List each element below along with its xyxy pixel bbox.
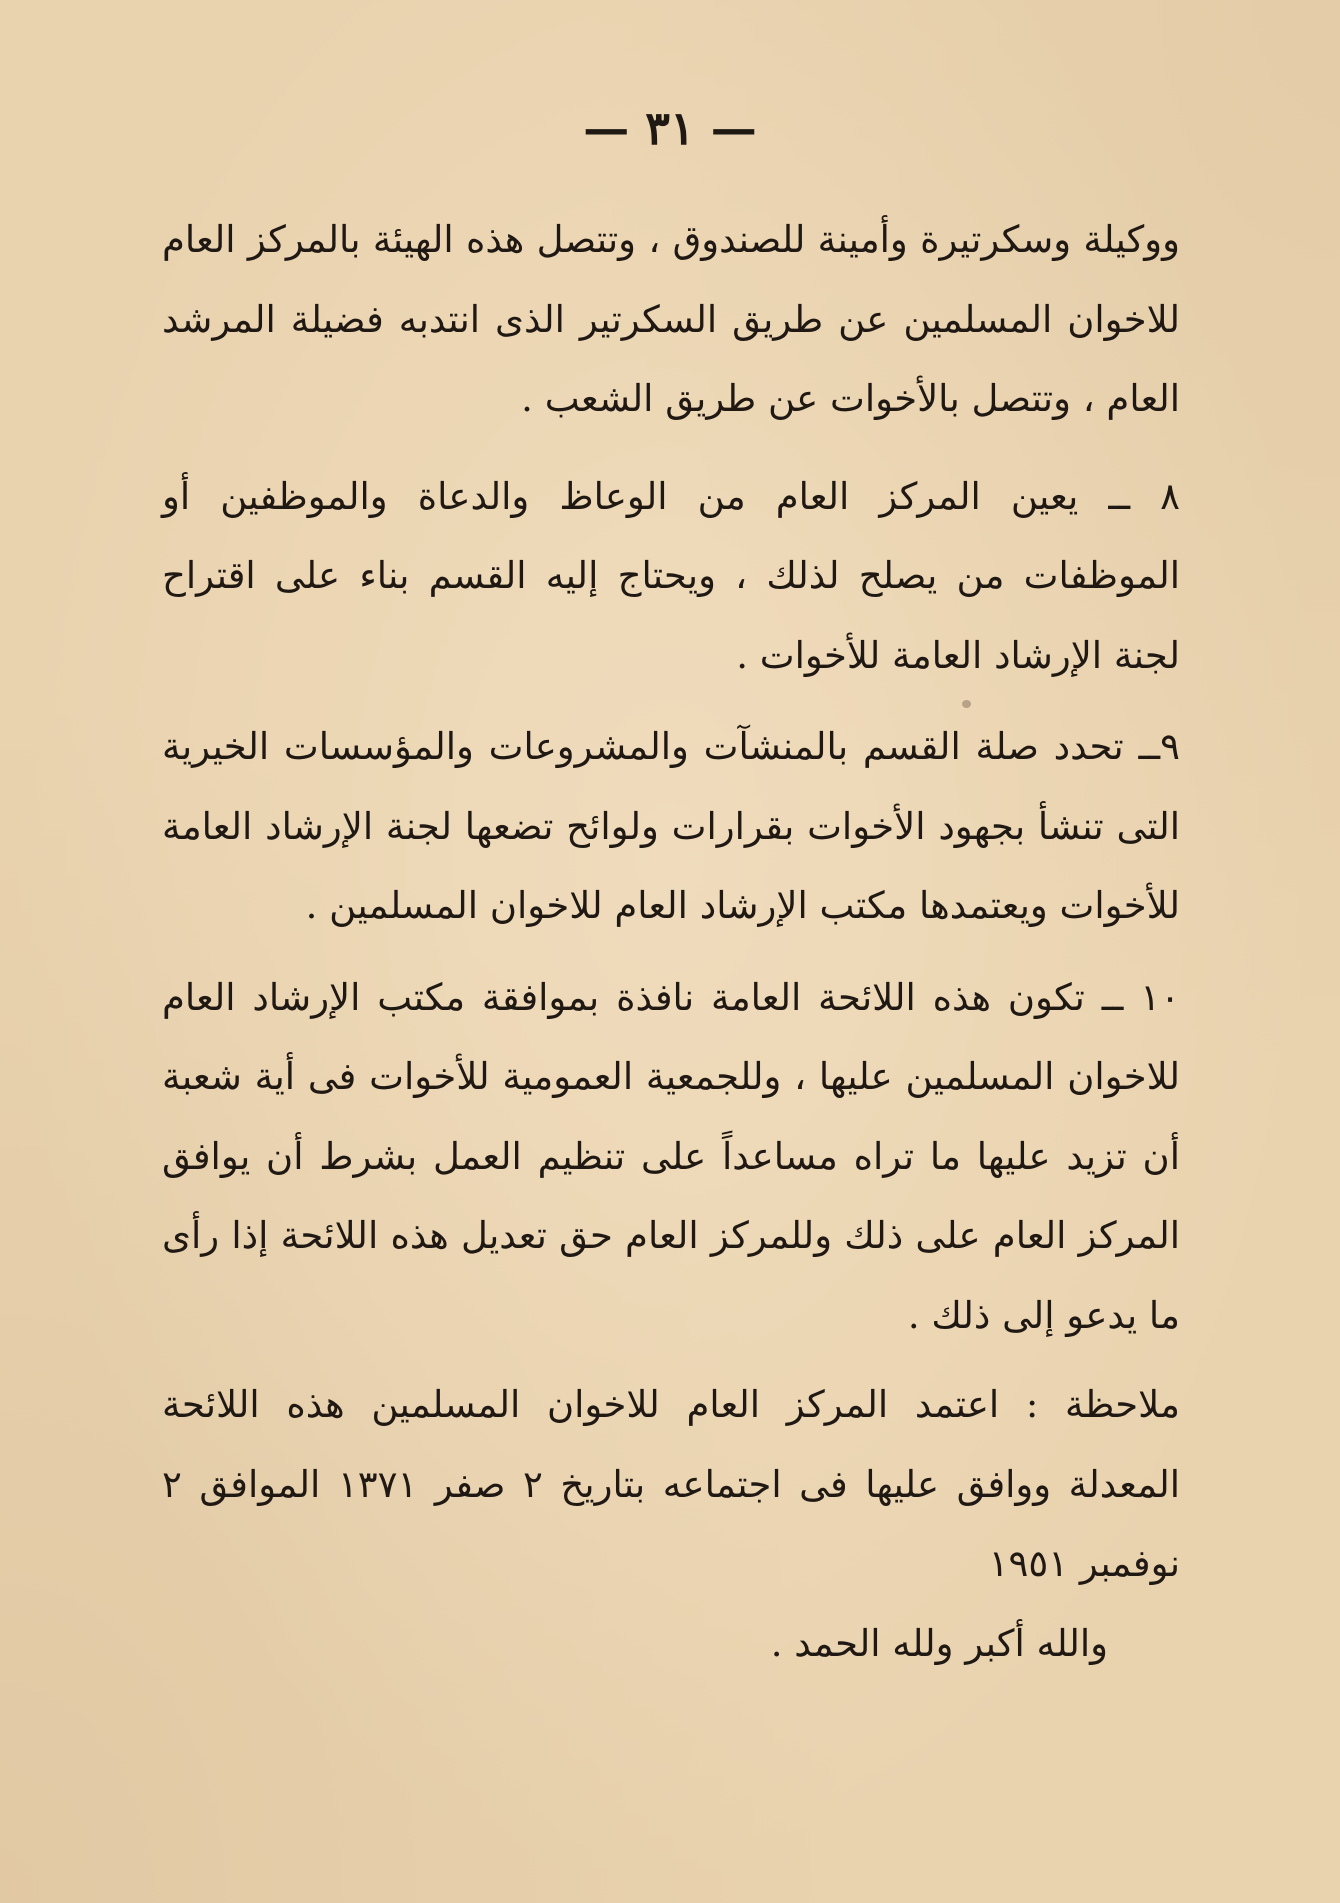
page-number: — ٣١ — [583, 101, 757, 155]
paragraph-item-9: ٩ــ تحدد صلة القسم بالمنشآت والمشروعات والمؤسسات الخيرية التى تنشأ بجهود الأخوات بقرارات ولوائح تضعها لجنة الإرشاد العامة للأخوات ويعتمدها مكتب الإرشاد العام للاخوان المسلمين . [162, 725, 1180, 927]
paragraph-item-8: ٨ ــ يعين المركز العام من الوعاظ والدعاة والموظفين أو الموظفات من يصلح لذلك ، ويحتاج إليه القسم بناء على اقتراح لجنة الإرشاد العامة للأخوات . [162, 474, 1180, 677]
paper-speck [962, 700, 971, 708]
note-paragraph: ملاحظة : اعتمد المركز العام للاخوان المسلمين هذه اللائحة المعدلة ووافق عليها فى اجتماعه بتاريخ ٢ صفر ١٣٧١ الموافق ٢ نوفمبر ١٩٥١ [162, 1383, 1181, 1585]
closing-line: والله أكبر ولله الحمد . [770, 1621, 1108, 1665]
page-body [162, 200, 1180, 1683]
paragraph-continuation: ووكيلة وسكرتيرة وأمينة للصندوق ، وتتصل هذه الهيئة بالمركز العام للاخوان المسلمين عن طريق السكرتير الذى انتدبه فضيلة المرشد العام ، وتتصل بالأخوات عن طريق الشعب . [162, 218, 1180, 420]
paragraph-item-10: ١٠ ــ تكون هذه اللائحة العامة نافذة بموافقة مكتب الإرشاد العام للاخوان المسلمين عليها ، وللجمعية العمومية للأخوات فى أية شعبة أن تزيد عليها ما تراه مساعداً على تنظيم العمل بشرط أن يوافق المركز العام على ذلك وللمركز العام حق تعديل هذه اللائحة إذا رأى ما يدعو إلى ذلك . [162, 975, 1180, 1337]
